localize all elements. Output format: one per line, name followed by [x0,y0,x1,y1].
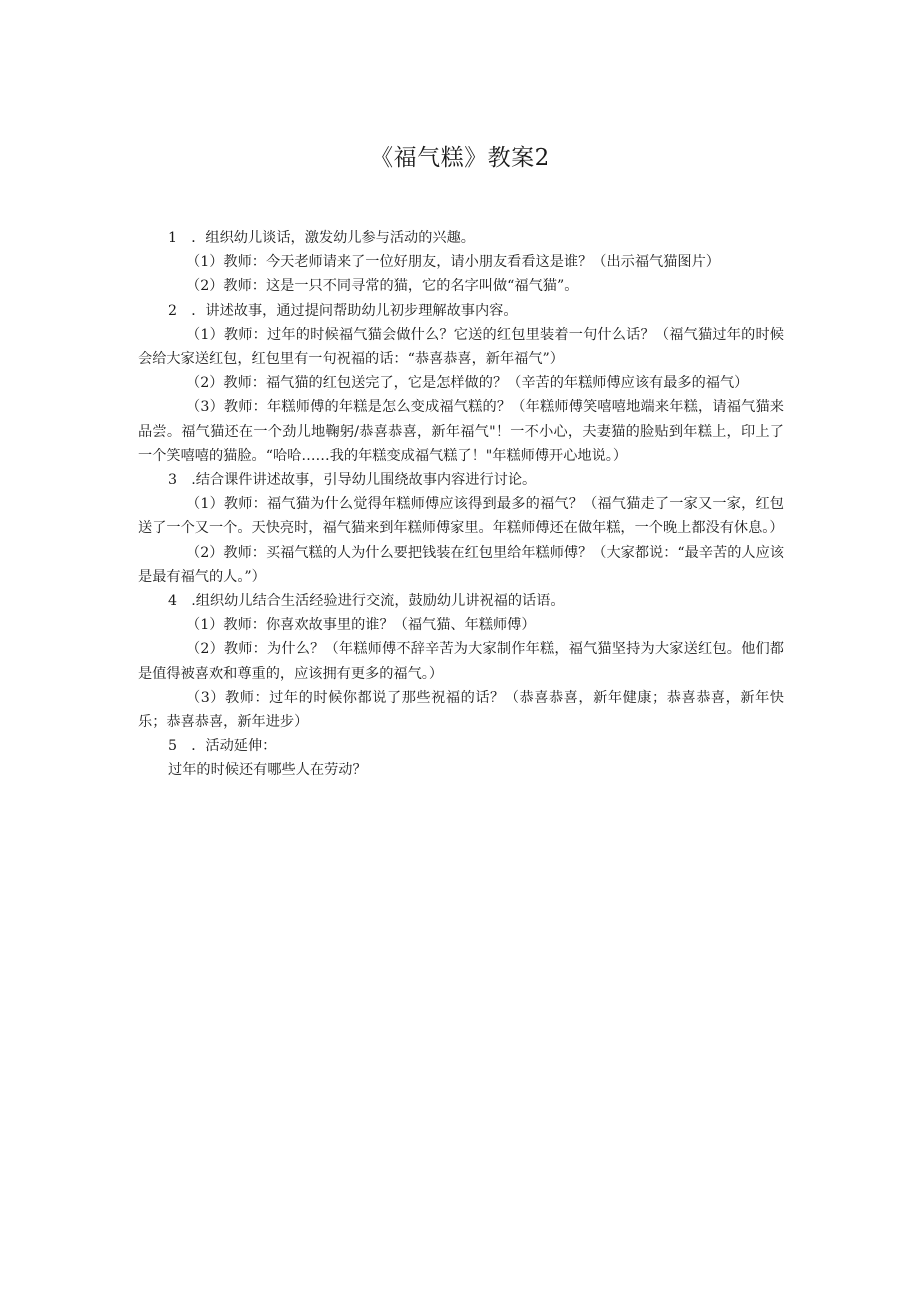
closing-question: 过年的时候还有哪些人在劳动？ [168,762,367,779]
section-heading: 4 .组织幼儿结合生活经验进行交流，鼓励幼儿讲祝福的话语。 [168,593,565,610]
section-heading: 1 ．组织幼儿谈话，激发幼儿参与活动的兴趣。 [168,230,475,246]
question-item: （1）教师：今天老师请来了一位好朋友，请小朋友看看这是谁？（出示福气猫图片） [186,254,720,271]
section-heading: 3 .结合课件讲述故事，引导幼儿围绕故事内容进行讨论。 [168,472,537,489]
question-item: （2）教师：为什么？（年糕师傅不辞辛苦为大家制作年糕，福气猫坚持为大家送红包。他们都是值得被喜欢和尊重的，应该拥有更多的福气。） [138,641,784,682]
section-heading: 5 ．活动延伸： [168,738,277,755]
question-item: （2）教师：这是一只不同寻常的猫，它的名字叫做“福气猫”。 [186,278,579,295]
question-item: （2）教师：买福气糕的人为什么要把钱装在红包里给年糕师傅？（大家都说：“最辛苦的人应该是最有福气的人。”） [138,544,784,585]
question-item: （2）教师：福气猫的红包送完了，它是怎样做的？（辛苦的年糕师傅应该有最多的福气） [186,375,749,392]
question-item: （1）教师：过年的时候福气猫会做什么？它送的红包里装着一句什么话？（福气猫过年的时候会给大家送红包，红包里有一句祝福的话：“恭喜恭喜，新年福气”） [138,326,784,368]
question-item: （3）教师：过年的时候你都说了那些祝福的话？（恭喜恭喜，新年健康；恭喜恭喜，新年快乐；恭喜恭喜，新年进步） [138,689,784,731]
question-item: （1）教师：你喜欢故事里的谁？（福气猫、年糕师傅） [186,617,536,634]
section-heading: 2 ．讲述故事，通过提问帮助幼儿初步理解故事内容。 [168,302,518,319]
document-title: 《福气糕》教案2 [370,145,550,171]
question-item: （3）教师：年糕师傅的年糕是怎么变成福气糕的？（年糕师傅笑嘻嘻地端来年糕，请福气猫来品尝。福气猫还在一个劲儿地鞠躬/恭喜恭喜，新年福气"！一不小心，夫妻猫的脸贴到年糕上，印上了一个笑嘻嘻的猫脸。“哈哈……我的年糕变成福气糕了！"年糕师傅开心地说。） [138,399,784,464]
document-body [138,226,784,783]
question-item: （1）教师：福气猫为什么觉得年糕师傅应该得到最多的福气？（福气猫走了一家又一家，红包送了一个又一个。天快亮时，福气猫来到年糕师傅家里。年糕师傅还在做年糕，一个晚上都没有休息。） [138,496,784,537]
